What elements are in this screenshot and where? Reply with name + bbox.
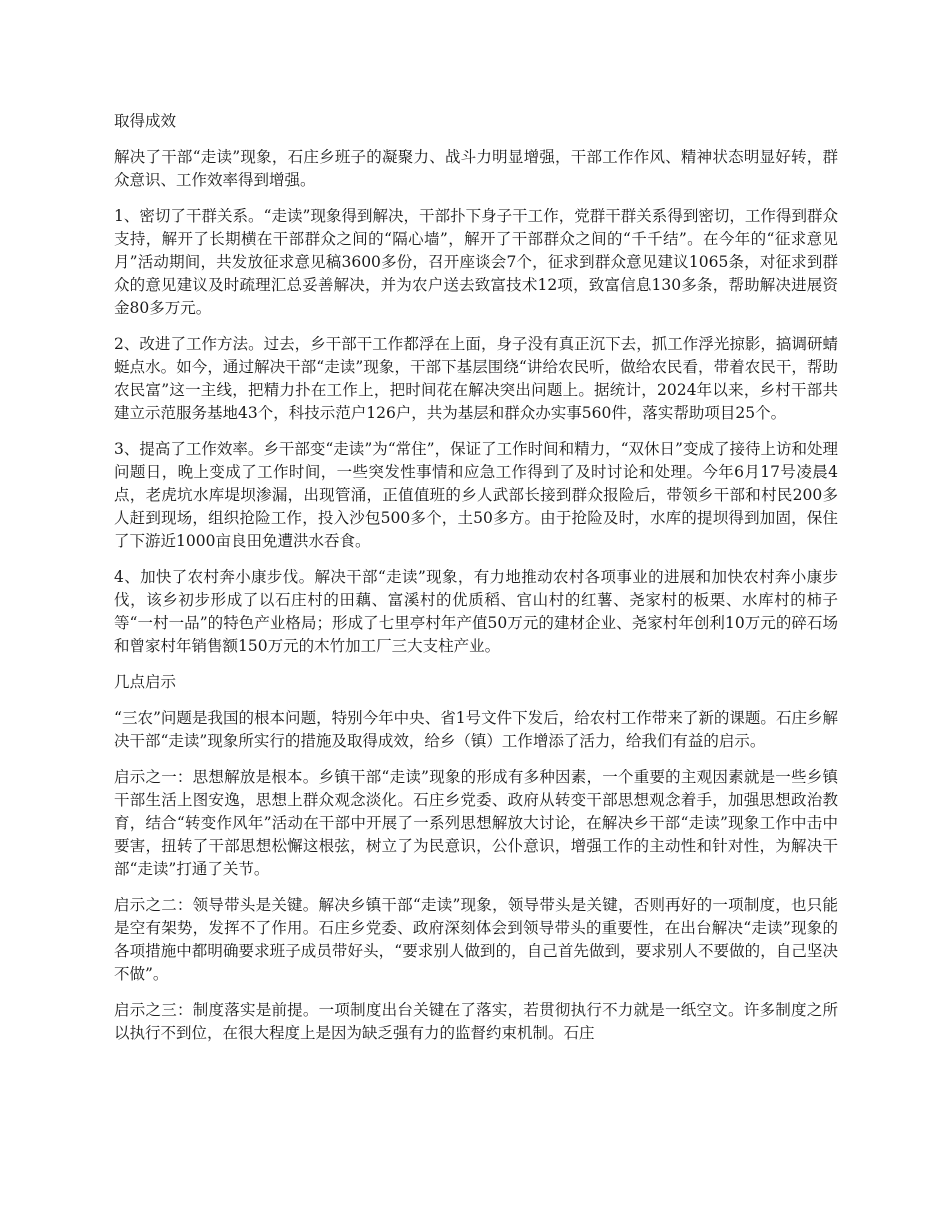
section-intro-achievements: 解决了干部“走读”现象，石庄乡班子的凝聚力、战斗力明显增强，干部工作作风、精神状态明显好转，群众意识、工作效率得到增强。 <box>114 148 838 189</box>
achievement-item-4: 4、加快了农村奔小康步伐。解决干部“走读”现象，有力地推动农村各项事业的进展和加快农村奔小康步伐，该乡初步形成了以石庄村的田藕、富溪村的优质稻、官山村的红薯、尧家村的板栗、水库村的柿子等“一村一品”的特色产业格局；形成了七里亭村年产值50万元的建材企业、尧家村年创利10万元的碎石场和曾家村年销售额150万元的木竹加工厂三大支柱产业。 <box>114 568 838 655</box>
achievement-item-1: 1、密切了干群关系。“走读”现象得到解决，干部扑下身子干工作，党群干群关系得到密切，工作得到群众支持，解开了长期横在干部群众之间的“隔心墙”，解开了干部群众之间的“千千结”。在今年的“征求意见月”活动期间，共发放征求意见稿3600多份，召开座谈会7个，征求到群众意见建议1065条，对征求到群众的意见建议及时疏理汇总妥善解决，并为农户送去致富技术12项，致富信息130多条，帮助解决进展资金80多万元。 <box>114 207 838 317</box>
insight-item-3: 启示之三：制度落实是前提。一项制度出台关键在了落实，若贯彻执行不力就是一纸空文。许多制度之所以执行不到位，在很大程度上是因为缺乏强有力的监督约束机制。石庄 <box>114 1001 838 1042</box>
document-body <box>114 110 838 1058</box>
achievement-item-2: 2、改进了工作方法。过去，乡干部干工作都浮在上面，身子没有真正沉下去，抓工作浮光掠影，搞调研蜻蜓点水。如今，通过解决干部“走读”现象，干部下基层围绕“讲给农民听，做给农民看，带着农民干，帮助农民富”这一主线，把精力扑在工作上，把时间花在解决突出问题上。据统计，2024年以来，乡村干部共建立示范服务基地43个，科技示范户126户，共为基层和群众办实事560件，落实帮助项目25个。 <box>114 335 838 422</box>
achievement-item-3: 3、提高了工作效率。乡干部变“走读”为“常住”，保证了工作时间和精力，“双休日”变成了接待上访和处理问题日，晚上变成了工作时间，一些突发性事情和应急工作得到了及时讨论和处理。今年6月17号凌晨4点，老虎坑水库堤坝渗漏，出现管涌，正值值班的乡人武部长接到群众报险后，带领乡干部和村民200多人赶到现场，组织抢险工作，投入沙包500多个，土50多方。由于抢险及时，水库的提坝得到加固，保住了下游近1000亩良田免遭洪水吞食。 <box>114 440 838 550</box>
section-heading-achievements: 取得成效 <box>114 112 177 130</box>
insight-item-1: 启示之一：思想解放是根本。乡镇干部“走读”现象的形成有多种因素，一个重要的主观因素就是一些乡镇干部生活上图安逸，思想上群众观念淡化。石庄乡党委、政府从转变干部思想观念着手，加强思想政治教育，结合“转变作风年”活动在干部中开展了一系列思想解放大讨论，在解决乡干部“走读”现象工作中击中要害，扭转了干部思想松懈这根弦，树立了为民意识，公仆意识，增强工作的主动性和针对性，为解决干部“走读”打通了关节。 <box>114 768 838 878</box>
section-heading-insights: 几点启示 <box>114 673 177 691</box>
insight-item-2: 启示之二：领导带头是关键。解决乡镇干部“走读”现象，领导带头是关键，否则再好的一项制度，也只能是空有架势，发挥不了作用。石庄乡党委、政府深刻体会到领导带头的重要性，在出台解决“走读”现象的各项措施中都明确要求班子成员带好头，“要求别人做到的，自己首先做到，要求别人不要做的，自己坚决不做”。 <box>114 896 838 983</box>
section-intro-insights: “三农”问题是我国的根本问题，特别今年中央、省1号文件下发后，给农村工作带来了新的课题。石庄乡解决干部“走读”现象所实行的措施及取得成效，给乡（镇）工作增添了活力，给我们有益的启示。 <box>114 709 838 750</box>
